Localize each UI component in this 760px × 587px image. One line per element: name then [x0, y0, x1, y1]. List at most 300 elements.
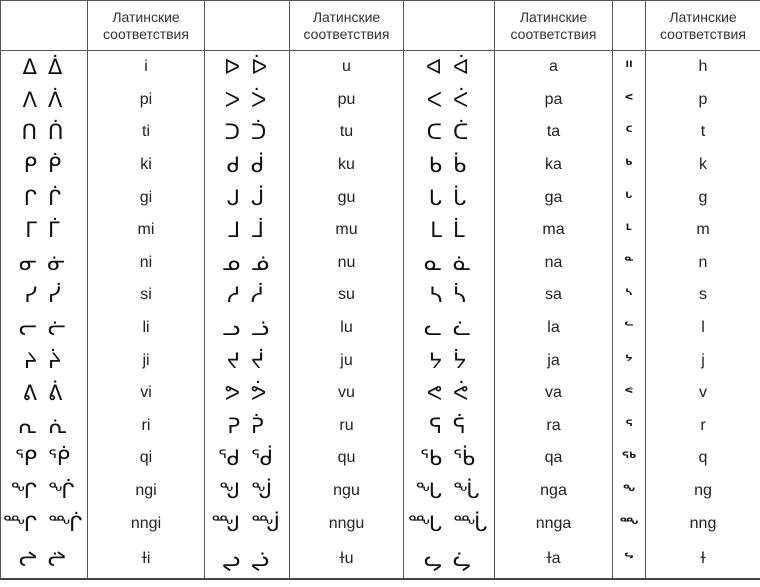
latin-value: l [701, 319, 705, 337]
syllable-glyph: ᙵ [407, 511, 445, 536]
latin-value: mu [335, 221, 358, 239]
final-latin-cell [646, 344, 760, 377]
u-syllable-cell [205, 181, 290, 214]
syllable-glyph: ᐳ [224, 87, 243, 112]
i-latin-cell [88, 410, 205, 443]
i-syllable-cell [1, 475, 88, 508]
table-row [1, 51, 760, 84]
latin-value: n [698, 253, 708, 271]
table-row [1, 181, 760, 214]
header-final-latin: Латинские соответствия [646, 1, 760, 51]
table-row [1, 116, 760, 149]
syllable-long-glyph: ᒦ [48, 218, 63, 243]
a-syllable-cell [404, 279, 495, 312]
syllable-long-glyph: ᖐ [48, 479, 78, 504]
table-row [1, 214, 760, 247]
i-syllable-cell [1, 507, 88, 540]
latin-value: ju [340, 351, 353, 369]
u-syllable-cell [205, 442, 290, 475]
u-latin-cell [290, 116, 404, 149]
syllable-long-glyph: ᕇ [48, 413, 71, 438]
latin-value: ri [141, 416, 151, 434]
a-latin-cell [495, 540, 613, 579]
syllable-long-glyph: ᑑ [251, 120, 270, 145]
syllable-long-glyph: ᒫ [453, 218, 468, 243]
u-syllable-cell [205, 312, 290, 345]
syllable-long-glyph: ᕚ [453, 381, 472, 406]
latin-value: va [545, 384, 562, 402]
header-final-symbols [613, 1, 646, 51]
syllable-glyph: ᕋ [429, 413, 445, 438]
u-latin-cell [290, 247, 404, 280]
syllable-glyph: ᒍ [226, 185, 243, 210]
syllable-long-glyph: ᖄ [453, 446, 478, 471]
syllable-long-glyph: ᑏ [48, 120, 67, 145]
syllable-glyph: ᕗ [224, 381, 243, 406]
latin-value: m [696, 221, 710, 239]
final-consonant-cell [613, 344, 646, 377]
latin-value: ngu [333, 482, 360, 500]
syllable-glyph: ᒪ [430, 218, 445, 243]
u-latin-cell [290, 51, 404, 84]
syllable-long-glyph: ᒌ [48, 185, 65, 210]
a-syllable-cell [404, 51, 495, 84]
table-row [1, 475, 760, 508]
latin-value: ki [140, 156, 152, 174]
final-glyph: ᒻ [625, 221, 633, 240]
syllable-long-glyph: ᔩ [48, 348, 65, 373]
syllable-glyph: ᓚ [424, 316, 445, 341]
latin-value: pi [139, 90, 153, 108]
header-a-symbols [404, 1, 495, 51]
a-latin-cell [495, 181, 613, 214]
i-latin-cell [88, 116, 205, 149]
syllable-long-glyph: ᖣ [251, 546, 272, 571]
syllable-long-glyph: ᕖ [48, 381, 66, 406]
final-consonant-cell [613, 442, 646, 475]
syllable-long-glyph: ᙶ [453, 511, 491, 536]
final-latin-cell [646, 507, 760, 540]
syllable-glyph: ᙱ [2, 511, 40, 536]
syllable-long-glyph: ᖂ [251, 446, 276, 471]
syllable-long-glyph: ᓃ [48, 250, 69, 275]
u-latin-cell [290, 312, 404, 345]
latin-value: na [544, 253, 563, 271]
header-u-symbols [205, 1, 290, 51]
syllable-glyph: ᖏ [10, 479, 40, 504]
a-latin-cell [495, 344, 613, 377]
i-latin-cell [88, 475, 205, 508]
final-glyph: ᔅ [625, 286, 633, 305]
u-latin-cell [290, 279, 404, 312]
a-syllable-cell [404, 410, 495, 443]
latin-value: ra [546, 416, 561, 434]
table-row [1, 377, 760, 410]
latin-value: li [142, 319, 150, 337]
latin-value: nu [337, 253, 356, 271]
latin-value: tu [339, 123, 354, 141]
latin-value: ti [142, 123, 150, 141]
a-syllable-cell [404, 344, 495, 377]
u-latin-cell [290, 84, 404, 117]
u-latin-cell [290, 507, 404, 540]
syllable-long-glyph: ᓘ [251, 316, 272, 341]
i-latin-cell [88, 344, 205, 377]
syllable-glyph: ᕿ [15, 446, 40, 471]
i-syllable-cell [1, 181, 88, 214]
latin-value: a [549, 58, 558, 76]
latin-value: nng [689, 514, 717, 532]
u-latin-cell [290, 475, 404, 508]
final-latin-cell [646, 475, 760, 508]
syllable-long-glyph: ᐄ [48, 55, 66, 80]
syllable-glyph: ᖠ [19, 546, 40, 571]
final-latin-cell [646, 377, 760, 410]
latin-value: ng [694, 482, 712, 500]
a-syllable-cell [404, 214, 495, 247]
latin-value: ka [545, 156, 562, 174]
final-consonant-cell [613, 377, 646, 410]
syllable-long-glyph: ᐹ [453, 87, 472, 112]
syllable-long-glyph: ᑮ [48, 153, 65, 178]
final-latin-cell [646, 312, 760, 345]
table-row [1, 312, 760, 345]
syllable-long-glyph: ᓰ [48, 283, 64, 308]
u-latin-cell [290, 442, 404, 475]
u-latin-cell [290, 181, 404, 214]
i-latin-cell [88, 181, 205, 214]
i-syllable-cell [1, 214, 88, 247]
latin-value: u [342, 58, 351, 76]
final-latin-cell [646, 410, 760, 443]
u-syllable-cell [205, 247, 290, 280]
u-latin-cell [290, 214, 404, 247]
syllable-long-glyph: ᙲ [48, 511, 86, 536]
latin-value: vi [140, 384, 152, 402]
final-latin-cell [646, 149, 760, 182]
i-syllable-cell [1, 540, 88, 579]
final-glyph: ᖅ [621, 449, 637, 468]
i-latin-cell [88, 149, 205, 182]
latin-value: h [698, 58, 708, 76]
latin-value: gu [337, 188, 356, 206]
u-latin-cell [290, 540, 404, 579]
latin-value: q [698, 449, 708, 467]
latin-value: ɫi [141, 549, 151, 567]
syllable-long-glyph: ᖀ [48, 446, 73, 471]
syllable-long-glyph: ᖔ [453, 479, 483, 504]
table-row [1, 442, 760, 475]
final-latin-cell [646, 540, 760, 579]
a-latin-cell [495, 475, 613, 508]
a-latin-cell [495, 507, 613, 540]
table-row [1, 279, 760, 312]
final-consonant-cell [613, 84, 646, 117]
syllable-long-glyph: ᒑ [453, 185, 470, 210]
u-latin-cell [290, 410, 404, 443]
latin-value: si [140, 286, 152, 304]
a-latin-cell [495, 116, 613, 149]
syllable-glyph: ᓯ [24, 283, 40, 308]
latin-value: ma [542, 221, 565, 239]
table-row [1, 410, 760, 443]
syllable-glyph: ᓗ [222, 316, 243, 341]
syllable-long-glyph: ᐲ [48, 87, 66, 112]
table-body [1, 51, 760, 579]
i-syllable-cell [1, 279, 88, 312]
syllable-glyph: ᕕ [22, 381, 40, 406]
a-latin-cell [495, 247, 613, 280]
final-glyph: ᐦ [625, 58, 633, 77]
a-latin-cell [495, 410, 613, 443]
syllable-glyph: ᔭ [428, 348, 445, 373]
latin-value: nngi [130, 514, 162, 532]
syllable-glyph: ᐃ [22, 55, 40, 80]
syllable-glyph: ᒥ [25, 218, 40, 243]
header-row [1, 1, 760, 51]
u-syllable-cell [205, 149, 290, 182]
syllable-long-glyph: ᑳ [453, 153, 470, 178]
i-syllable-cell [1, 51, 88, 84]
a-latin-cell [495, 214, 613, 247]
u-syllable-cell [205, 377, 290, 410]
a-syllable-cell [404, 116, 495, 149]
final-glyph: ᖖ [619, 514, 639, 533]
table-row [1, 507, 760, 540]
a-syllable-cell [404, 312, 495, 345]
syllable-long-glyph: ᓵ [453, 283, 469, 308]
final-glyph: ᒡ [625, 188, 633, 207]
u-latin-cell [290, 149, 404, 182]
i-latin-cell [88, 214, 205, 247]
final-latin-cell [646, 181, 760, 214]
u-syllable-cell [205, 116, 290, 149]
syllable-glyph: ᑯ [226, 153, 243, 178]
syllable-glyph: ᓴ [429, 283, 445, 308]
latin-value: qa [544, 449, 563, 467]
u-syllable-cell [205, 540, 290, 579]
a-latin-cell [495, 442, 613, 475]
latin-value: lu [340, 319, 353, 337]
syllable-glyph: ᖤ [424, 546, 445, 571]
latin-value: qi [139, 449, 153, 467]
latin-value: ɫ [700, 549, 706, 567]
syllable-glyph: ᑎ [21, 120, 40, 145]
i-latin-cell [88, 84, 205, 117]
final-glyph: ᖕ [622, 482, 636, 501]
syllable-long-glyph: ᑖ [453, 120, 472, 145]
syllable-long-glyph: ᕘ [251, 381, 270, 406]
syllable-long-glyph: ᓖ [48, 316, 69, 341]
syllable-long-glyph: ᖡ [48, 546, 69, 571]
final-glyph: ᑦ [625, 123, 633, 142]
a-syllable-cell [404, 507, 495, 540]
u-syllable-cell [205, 507, 290, 540]
syllable-glyph: ᒋ [23, 185, 40, 210]
latin-value: su [338, 286, 355, 304]
syllable-glyph: ᖁ [218, 446, 243, 471]
a-latin-cell [495, 312, 613, 345]
a-syllable-cell [404, 247, 495, 280]
latin-value: ja [547, 351, 560, 369]
i-latin-cell [88, 51, 205, 84]
i-syllable-cell [1, 442, 88, 475]
latin-value: ngi [135, 482, 157, 500]
i-latin-cell [88, 540, 205, 579]
i-latin-cell [88, 377, 205, 410]
final-glyph: ᖦ [624, 549, 634, 568]
u-syllable-cell [205, 344, 290, 377]
latin-value: p [698, 90, 708, 108]
syllable-glyph: ᕈ [227, 413, 243, 438]
i-syllable-cell [1, 312, 88, 345]
u-syllable-cell [205, 51, 290, 84]
final-glyph: ᕐ [625, 416, 633, 435]
latin-value: ji [142, 351, 150, 369]
latin-value: nngu [328, 514, 365, 532]
final-glyph: ᒃ [625, 156, 633, 175]
final-consonant-cell [613, 475, 646, 508]
syllable-long-glyph: ᖒ [251, 479, 276, 504]
header-i-symbols [1, 1, 88, 51]
latin-value: ɫu [339, 549, 354, 567]
final-consonant-cell [613, 540, 646, 579]
latin-value: ga [544, 188, 563, 206]
final-latin-cell [646, 279, 760, 312]
syllable-long-glyph: ᒨ [251, 218, 267, 243]
syllable-long-glyph: ᕌ [453, 413, 469, 438]
u-syllable-cell [205, 214, 290, 247]
syllable-glyph: ᓄ [222, 250, 243, 275]
syllable-glyph: ᖓ [415, 479, 445, 504]
final-consonant-cell [613, 247, 646, 280]
syllable-glyph: ᕙ [426, 381, 445, 406]
latin-value: nga [540, 482, 567, 500]
syllable-long-glyph: ᓅ [251, 250, 272, 275]
final-latin-cell [646, 247, 760, 280]
final-latin-cell [646, 442, 760, 475]
header-a-latin: Латинские соответствия [495, 1, 613, 51]
final-consonant-cell [613, 410, 646, 443]
syllable-glyph: ᔪ [226, 348, 243, 373]
syllable-glyph: ᓇ [424, 250, 445, 275]
syllable-glyph: ᑐ [224, 120, 243, 145]
u-latin-cell [290, 377, 404, 410]
syllable-long-glyph: ᒎ [251, 185, 268, 210]
final-consonant-cell [613, 312, 646, 345]
latin-value: j [701, 351, 705, 369]
a-syllable-cell [404, 540, 495, 579]
syllable-glyph: ᕆ [17, 413, 40, 438]
latin-value: r [700, 416, 706, 434]
syllable-glyph: ᐸ [426, 87, 445, 112]
final-consonant-cell [613, 181, 646, 214]
final-glyph: ᓐ [624, 253, 634, 272]
i-syllable-cell [1, 344, 88, 377]
i-latin-cell [88, 247, 205, 280]
latin-value: v [699, 384, 707, 402]
table-row [1, 84, 760, 117]
syllable-glyph: ᒐ [428, 185, 445, 210]
a-syllable-cell [404, 181, 495, 214]
latin-value: nnga [535, 514, 572, 532]
final-latin-cell [646, 214, 760, 247]
a-syllable-cell [404, 442, 495, 475]
i-syllable-cell [1, 410, 88, 443]
i-syllable-cell [1, 149, 88, 182]
i-syllable-cell [1, 116, 88, 149]
latin-value: sa [545, 286, 562, 304]
syllable-long-glyph: ᐆ [251, 55, 271, 80]
final-glyph: ᕝ [624, 384, 634, 403]
u-syllable-cell [205, 475, 290, 508]
syllable-glyph: ᙳ [211, 511, 243, 536]
latin-value: ku [338, 156, 355, 174]
u-latin-cell [290, 344, 404, 377]
syllable-long-glyph: ᑰ [251, 153, 268, 178]
i-syllable-cell [1, 84, 88, 117]
final-glyph: ᑉ [624, 90, 634, 109]
latin-value: pu [337, 90, 356, 108]
u-syllable-cell [205, 410, 290, 443]
i-syllable-cell [1, 377, 88, 410]
a-syllable-cell [404, 475, 495, 508]
i-syllable-cell [1, 247, 88, 280]
final-consonant-cell [613, 279, 646, 312]
table-row [1, 344, 760, 377]
syllable-glyph: ᓱ [227, 283, 243, 308]
u-syllable-cell [205, 279, 290, 312]
syllable-glyph: ᑲ [428, 153, 445, 178]
a-latin-cell [495, 149, 613, 182]
latin-value: la [547, 319, 560, 337]
table-row [1, 540, 760, 579]
syllable-glyph: ᐅ [223, 55, 243, 80]
final-consonant-cell [613, 51, 646, 84]
latin-value: pa [544, 90, 563, 108]
final-latin-cell [646, 116, 760, 149]
final-latin-cell [646, 51, 760, 84]
syllable-glyph: ᓕ [19, 316, 40, 341]
syllable-long-glyph: ᔮ [453, 348, 470, 373]
syllable-long-glyph: ᙴ [251, 511, 283, 536]
i-latin-cell [88, 312, 205, 345]
table-row [1, 149, 760, 182]
latin-value: vu [338, 384, 355, 402]
latin-value: gi [139, 188, 153, 206]
syllable-long-glyph: ᓛ [453, 316, 474, 341]
a-latin-cell [495, 279, 613, 312]
final-latin-cell [646, 84, 760, 117]
latin-value: k [699, 156, 707, 174]
syllable-glyph: ᖑ [218, 479, 243, 504]
u-syllable-cell [205, 84, 290, 117]
syllable-glyph: ᐊ [425, 55, 445, 80]
latin-value: ni [139, 253, 153, 271]
final-consonant-cell [613, 507, 646, 540]
syllable-long-glyph: ᐴ [251, 87, 270, 112]
latin-value: s [699, 286, 707, 304]
latin-value: mi [137, 221, 155, 239]
table-row [1, 247, 760, 280]
syllable-glyph: ᒧ [227, 218, 243, 243]
a-syllable-cell [404, 84, 495, 117]
header-i-latin: Латинские соответствия [88, 1, 205, 51]
syllable-long-glyph: ᕉ [251, 413, 267, 438]
syllable-glyph: ᖢ [222, 546, 243, 571]
syllable-glyph: ᑕ [426, 120, 445, 145]
final-glyph: ᓪ [624, 319, 634, 338]
